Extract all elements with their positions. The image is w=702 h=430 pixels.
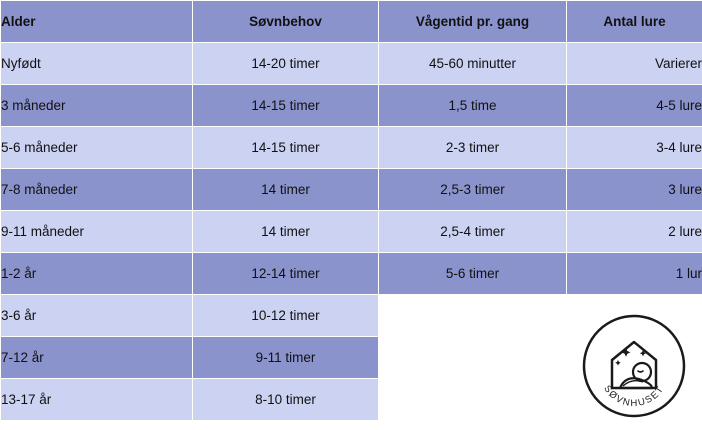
- logo-text: SØVNHUSET: [601, 383, 667, 410]
- cell-age: 9-11 måneder: [1, 211, 193, 253]
- cell-sleep-need: 14-20 timer: [193, 43, 379, 85]
- column-header-naps: Antal lure: [567, 1, 702, 43]
- cell-sleep-need: 14-15 timer: [193, 127, 379, 169]
- table-row: [1, 127, 702, 169]
- cell-age: Nyfødt: [1, 43, 193, 85]
- cell-age: 7-12 år: [1, 337, 193, 379]
- column-header-awake: Vågentid pr. gang: [379, 1, 567, 43]
- column-header-need: Søvnbehov: [193, 1, 379, 43]
- table-row: [1, 253, 702, 295]
- cell-awake-time: [379, 295, 567, 337]
- cell-age: 3 måneder: [1, 85, 193, 127]
- cell-age: 5-6 måneder: [1, 127, 193, 169]
- cell-awake-time: 45-60 minutter: [379, 43, 567, 85]
- cell-nap-count: 2 lure: [567, 211, 702, 253]
- cell-nap-count: 3-4 lure: [567, 127, 702, 169]
- cell-nap-count: Varierer: [567, 43, 702, 85]
- cell-sleep-need: 14-15 timer: [193, 85, 379, 127]
- cell-age: 1-2 år: [1, 253, 193, 295]
- cell-awake-time: 5-6 timer: [379, 253, 567, 295]
- table-row: [1, 85, 702, 127]
- cell-sleep-need: 8-10 timer: [193, 379, 379, 421]
- cell-awake-time: [379, 337, 567, 379]
- cell-nap-count: 4-5 lure: [567, 85, 702, 127]
- cell-sleep-need: 9-11 timer: [193, 337, 379, 379]
- logo: [580, 312, 688, 420]
- cell-age: 7-8 måneder: [1, 169, 193, 211]
- cell-sleep-need: 10-12 timer: [193, 295, 379, 337]
- table-header: [1, 1, 702, 43]
- table-header-row: [1, 1, 702, 43]
- cell-sleep-need: 14 timer: [193, 169, 379, 211]
- cell-awake-time: 2,5-3 timer: [379, 169, 567, 211]
- cell-nap-count: 3 lure: [567, 169, 702, 211]
- table-row: [1, 43, 702, 85]
- table-row: [1, 211, 702, 253]
- cell-awake-time: 1,5 time: [379, 85, 567, 127]
- cell-nap-count: 1 lur: [567, 253, 702, 295]
- sleeping-baby-house-icon: [580, 312, 688, 420]
- cell-sleep-need: 12-14 timer: [193, 253, 379, 295]
- cell-awake-time: 2-3 timer: [379, 127, 567, 169]
- table-row: [1, 169, 702, 211]
- cell-age: 3-6 år: [1, 295, 193, 337]
- cell-awake-time: 2,5-4 timer: [379, 211, 567, 253]
- cell-awake-time: [379, 379, 567, 421]
- cell-age: 13-17 år: [1, 379, 193, 421]
- cell-sleep-need: 14 timer: [193, 211, 379, 253]
- column-header-age: Alder: [1, 1, 193, 43]
